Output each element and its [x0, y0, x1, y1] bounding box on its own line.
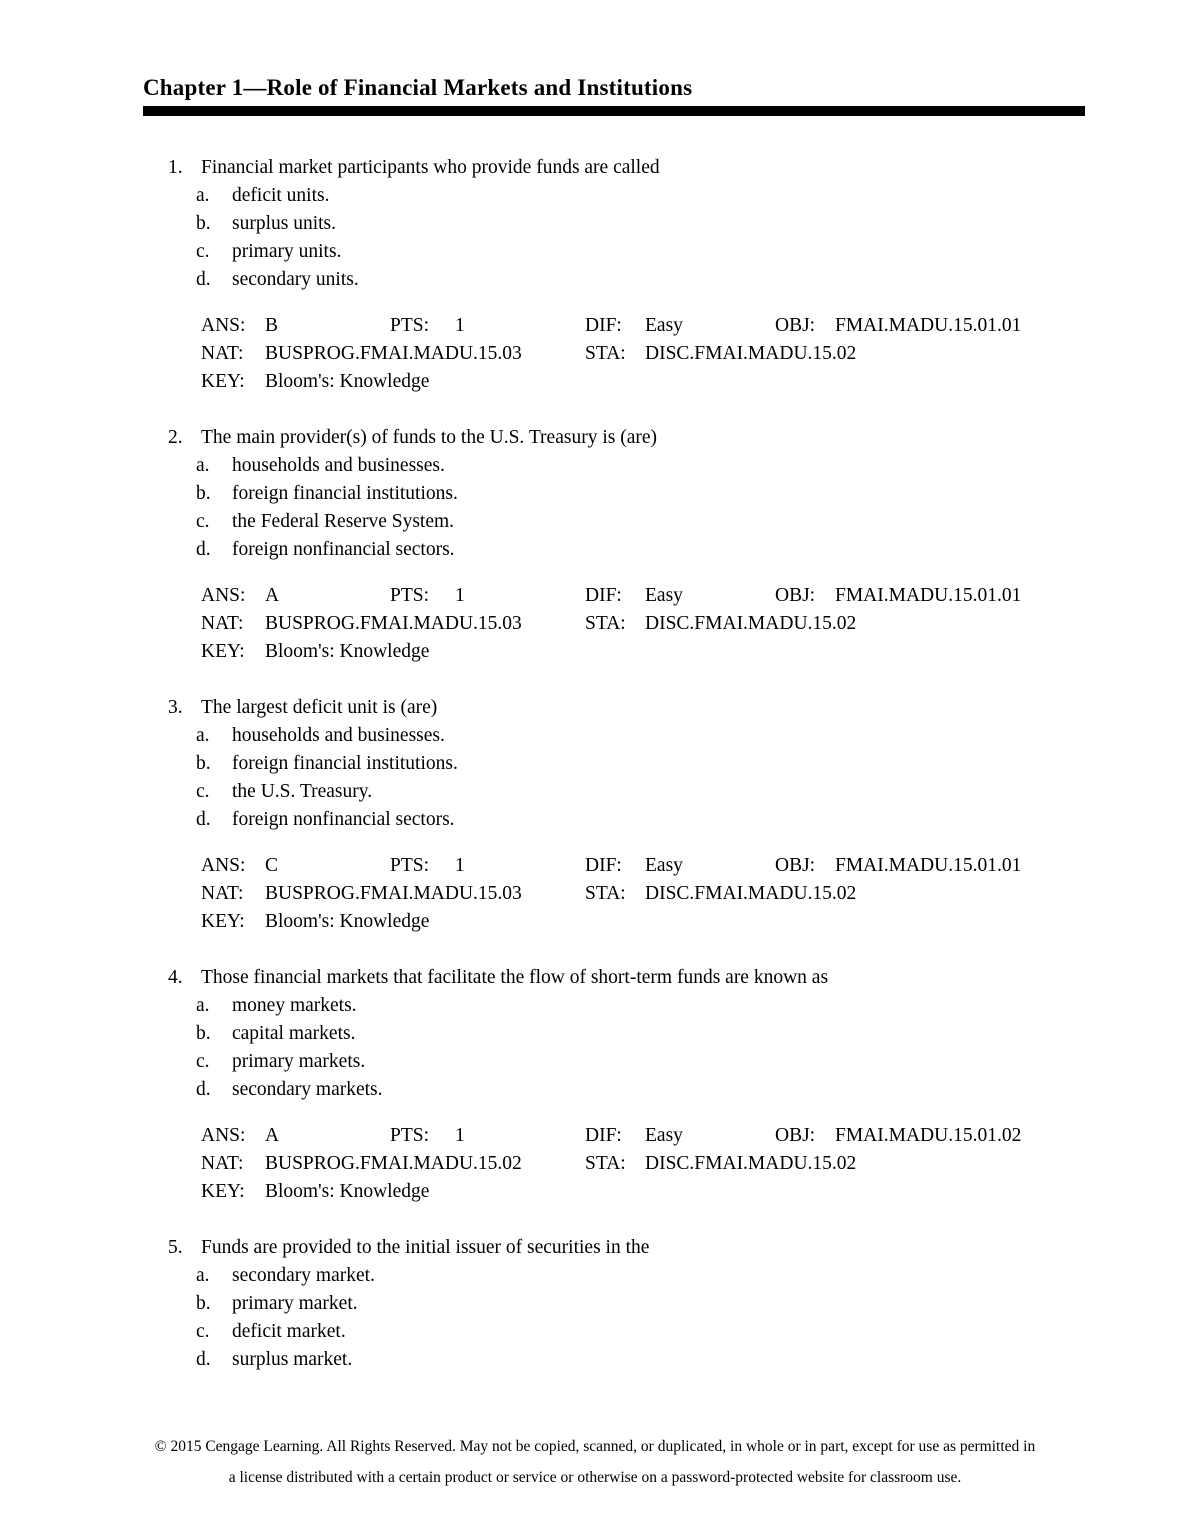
- choice-letter: c.: [196, 241, 210, 263]
- choice-letter: d.: [196, 539, 211, 561]
- choice-text: foreign financial institutions.: [232, 483, 458, 505]
- choice-letter: a.: [196, 455, 210, 477]
- choice-letter: d.: [196, 1349, 211, 1371]
- choice-d: [143, 536, 1085, 564]
- sta-value: DISC.FMAI.MADU.15.02: [645, 613, 857, 635]
- choice-text: secondary markets.: [232, 1079, 383, 1101]
- choice-text: the Federal Reserve System.: [232, 511, 455, 533]
- choice-c: [143, 1048, 1085, 1076]
- pts-value: 1: [455, 315, 465, 337]
- choice-b: [143, 210, 1085, 238]
- choice-text: deficit units.: [232, 185, 330, 207]
- question-number: 4.: [168, 967, 183, 989]
- question-text: The main provider(s) of funds to the U.S. Treasury is (are): [201, 427, 657, 449]
- ans-value: B: [265, 315, 279, 337]
- answer-row-3: [201, 368, 1085, 396]
- choice-c: [143, 1318, 1085, 1346]
- nat-label: NAT:: [201, 343, 244, 365]
- choice-text: capital markets.: [232, 1023, 356, 1045]
- key-value: Bloom's: Knowledge: [265, 641, 430, 663]
- dif-value: Easy: [645, 855, 683, 877]
- ans-label: ANS:: [201, 855, 246, 877]
- pts-label: PTS:: [390, 855, 430, 877]
- choice-text: households and businesses.: [232, 455, 445, 477]
- question-4: [143, 964, 1085, 1206]
- dif-label: DIF:: [585, 1125, 622, 1147]
- choice-text: surplus units.: [232, 213, 337, 235]
- question-2: [143, 424, 1085, 666]
- choice-text: secondary market.: [232, 1265, 375, 1287]
- choice-d: [143, 1076, 1085, 1104]
- sta-value: DISC.FMAI.MADU.15.02: [645, 883, 857, 905]
- choice-letter: a.: [196, 185, 210, 207]
- answer-row-3: [201, 1178, 1085, 1206]
- pts-label: PTS:: [390, 1125, 430, 1147]
- choice-text: money markets.: [232, 995, 357, 1017]
- choice-letter: a.: [196, 995, 210, 1017]
- sta-label: STA:: [585, 1153, 626, 1175]
- choice-text: primary market.: [232, 1293, 358, 1315]
- answer-block: [201, 582, 1085, 666]
- obj-label: OBJ:: [775, 585, 816, 607]
- question-line: [143, 964, 1085, 992]
- choice-letter: c.: [196, 1321, 210, 1343]
- nat-value: BUSPROG.FMAI.MADU.15.03: [265, 343, 522, 365]
- choice-d: [143, 806, 1085, 834]
- question-line: [143, 424, 1085, 452]
- copyright-line-1: © 2015 Cengage Learning. All Rights Reserved. May not be copied, scanned, or duplicated, in whole or in part, except for use as permitted in: [154, 1438, 1036, 1455]
- nat-value: BUSPROG.FMAI.MADU.15.02: [265, 1153, 522, 1175]
- dif-label: DIF:: [585, 315, 622, 337]
- sta-label: STA:: [585, 343, 626, 365]
- dif-label: DIF:: [585, 855, 622, 877]
- answer-row-1: [201, 312, 1085, 340]
- key-label: KEY:: [201, 1181, 245, 1203]
- question-3: [143, 694, 1085, 936]
- answer-block: [201, 312, 1085, 396]
- question-line: [143, 154, 1085, 182]
- answer-block: [201, 852, 1085, 936]
- choice-c: [143, 238, 1085, 266]
- title-rule: [143, 106, 1085, 116]
- answer-row-3: [201, 908, 1085, 936]
- choice-letter: d.: [196, 269, 211, 291]
- choice-d: [143, 266, 1085, 294]
- choice-text: surplus market.: [232, 1349, 353, 1371]
- question-line: [143, 1234, 1085, 1262]
- nat-value: BUSPROG.FMAI.MADU.15.03: [265, 613, 522, 635]
- copyright-line-2: a license distributed with a certain product or service or otherwise on a password-protected website for classroom use.: [228, 1469, 962, 1486]
- answer-row-2: [201, 340, 1085, 368]
- choice-text: primary units.: [232, 241, 342, 263]
- obj-label: OBJ:: [775, 855, 816, 877]
- pts-value: 1: [455, 1125, 465, 1147]
- pts-label: PTS:: [390, 315, 430, 337]
- question-list: [143, 116, 1085, 1374]
- question-number: 2.: [168, 427, 183, 449]
- choice-letter: b.: [196, 483, 211, 505]
- dif-value: Easy: [645, 585, 683, 607]
- copyright-footer: [0, 1437, 1190, 1488]
- choice-text: foreign financial institutions.: [232, 753, 458, 775]
- choice-b: [143, 480, 1085, 508]
- answer-row-1: [201, 582, 1085, 610]
- choice-letter: c.: [196, 1051, 210, 1073]
- choice-letter: a.: [196, 1265, 210, 1287]
- question-line: [143, 694, 1085, 722]
- choice-text: foreign nonfinancial sectors.: [232, 539, 455, 561]
- obj-value: FMAI.MADU.15.01.01: [835, 315, 1022, 337]
- question-text: Funds are provided to the initial issuer of securities in the: [201, 1237, 650, 1259]
- page-title: Chapter 1—Role of Financial Markets and Institutions: [143, 75, 693, 100]
- choice-letter: d.: [196, 809, 211, 831]
- obj-value: FMAI.MADU.15.01.01: [835, 585, 1022, 607]
- choice-a: [143, 722, 1085, 750]
- obj-value: FMAI.MADU.15.01.01: [835, 855, 1022, 877]
- choice-a: [143, 992, 1085, 1020]
- choice-text: households and businesses.: [232, 725, 445, 747]
- answer-row-1: [201, 1122, 1085, 1150]
- choice-c: [143, 778, 1085, 806]
- ans-label: ANS:: [201, 315, 246, 337]
- sta-value: DISC.FMAI.MADU.15.02: [645, 343, 857, 365]
- document-header: [143, 75, 1085, 116]
- choice-b: [143, 750, 1085, 778]
- obj-label: OBJ:: [775, 1125, 816, 1147]
- question-5: [143, 1234, 1085, 1374]
- ans-value: A: [265, 585, 280, 607]
- answer-row-3: [201, 638, 1085, 666]
- nat-label: NAT:: [201, 613, 244, 635]
- answer-row-2: [201, 880, 1085, 908]
- pts-value: 1: [455, 585, 465, 607]
- choice-text: secondary units.: [232, 269, 359, 291]
- choice-letter: d.: [196, 1079, 211, 1101]
- choice-text: foreign nonfinancial sectors.: [232, 809, 455, 831]
- sta-label: STA:: [585, 883, 626, 905]
- choice-a: [143, 1262, 1085, 1290]
- choice-text: primary markets.: [232, 1051, 366, 1073]
- question-number: 5.: [168, 1237, 183, 1259]
- choice-a: [143, 452, 1085, 480]
- choice-text: deficit market.: [232, 1321, 346, 1343]
- choice-c: [143, 508, 1085, 536]
- ans-label: ANS:: [201, 1125, 246, 1147]
- key-value: Bloom's: Knowledge: [265, 911, 430, 933]
- nat-label: NAT:: [201, 1153, 244, 1175]
- question-text: The largest deficit unit is (are): [201, 697, 438, 719]
- answer-row-1: [201, 852, 1085, 880]
- dif-value: Easy: [645, 315, 683, 337]
- sta-value: DISC.FMAI.MADU.15.02: [645, 1153, 857, 1175]
- answer-block: [201, 1122, 1085, 1206]
- question-text: Those financial markets that facilitate the flow of short-term funds are known as: [201, 967, 829, 989]
- choice-d: [143, 1346, 1085, 1374]
- nat-value: BUSPROG.FMAI.MADU.15.03: [265, 883, 522, 905]
- answer-row-2: [201, 1150, 1085, 1178]
- choice-letter: c.: [196, 511, 210, 533]
- obj-value: FMAI.MADU.15.01.02: [835, 1125, 1022, 1147]
- choice-a: [143, 182, 1085, 210]
- sta-label: STA:: [585, 613, 626, 635]
- ans-value: A: [265, 1125, 280, 1147]
- choice-letter: b.: [196, 753, 211, 775]
- choice-letter: b.: [196, 213, 211, 235]
- choice-b: [143, 1020, 1085, 1048]
- key-value: Bloom's: Knowledge: [265, 1181, 430, 1203]
- question-number: 3.: [168, 697, 183, 719]
- key-label: KEY:: [201, 911, 245, 933]
- key-label: KEY:: [201, 371, 245, 393]
- ans-label: ANS:: [201, 585, 246, 607]
- answer-row-2: [201, 610, 1085, 638]
- choice-text: the U.S. Treasury.: [232, 781, 373, 803]
- dif-value: Easy: [645, 1125, 683, 1147]
- choice-letter: b.: [196, 1023, 211, 1045]
- choice-letter: c.: [196, 781, 210, 803]
- obj-label: OBJ:: [775, 315, 816, 337]
- question-number: 1.: [168, 157, 183, 179]
- choice-b: [143, 1290, 1085, 1318]
- key-label: KEY:: [201, 641, 245, 663]
- question-1: [143, 154, 1085, 396]
- pts-label: PTS:: [390, 585, 430, 607]
- nat-label: NAT:: [201, 883, 244, 905]
- dif-label: DIF:: [585, 585, 622, 607]
- pts-value: 1: [455, 855, 465, 877]
- question-text: Financial market participants who provide funds are called: [201, 157, 660, 179]
- choice-letter: b.: [196, 1293, 211, 1315]
- key-value: Bloom's: Knowledge: [265, 371, 430, 393]
- choice-letter: a.: [196, 725, 210, 747]
- ans-value: C: [265, 855, 279, 877]
